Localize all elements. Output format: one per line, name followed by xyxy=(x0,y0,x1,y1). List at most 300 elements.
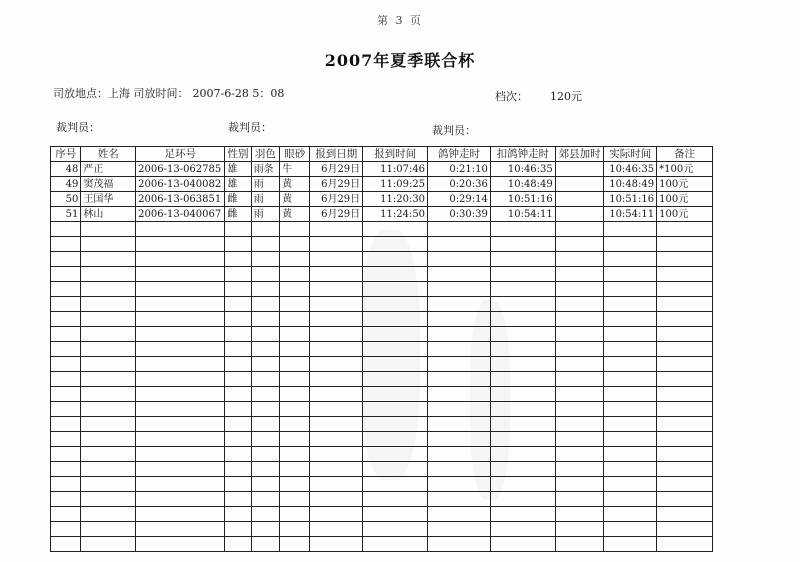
cell-clock-drift: 0:21:10 xyxy=(428,162,491,177)
cell-serial: 51 xyxy=(51,207,81,222)
empty-cell xyxy=(363,537,428,552)
empty-table-row xyxy=(51,462,713,477)
empty-cell xyxy=(363,342,428,357)
empty-cell xyxy=(251,252,279,267)
empty-cell xyxy=(136,462,225,477)
cell-suburb-add xyxy=(555,192,604,207)
empty-table-row xyxy=(51,222,713,237)
table-row xyxy=(51,192,713,207)
empty-cell xyxy=(310,372,363,387)
empty-cell xyxy=(428,462,491,477)
table-row xyxy=(51,162,713,177)
table-body xyxy=(51,162,713,552)
empty-cell xyxy=(363,492,428,507)
empty-cell xyxy=(657,462,713,477)
empty-cell xyxy=(363,522,428,537)
empty-cell xyxy=(657,267,713,282)
empty-cell xyxy=(225,462,251,477)
cell-remarks: 100元 xyxy=(657,177,713,192)
empty-table-row xyxy=(51,357,713,372)
header-adjusted-drift: 扣鸽钟走时 xyxy=(490,147,555,162)
table-header-row xyxy=(51,147,713,162)
cell-sex: 雄 xyxy=(225,177,251,192)
cell-arrival-date: 6月29日 xyxy=(310,162,363,177)
cell-sex: 雌 xyxy=(225,207,251,222)
cell-ring-number: 2006-13-063851 xyxy=(136,192,225,207)
empty-table-row xyxy=(51,372,713,387)
empty-cell xyxy=(280,492,310,507)
empty-cell xyxy=(363,282,428,297)
empty-cell xyxy=(555,372,604,387)
empty-cell xyxy=(280,342,310,357)
empty-cell xyxy=(657,297,713,312)
empty-cell xyxy=(251,387,279,402)
header-serial: 序号 xyxy=(51,147,81,162)
empty-cell xyxy=(490,387,555,402)
empty-cell xyxy=(310,522,363,537)
empty-cell xyxy=(657,237,713,252)
empty-cell xyxy=(225,282,251,297)
empty-cell xyxy=(604,312,657,327)
empty-cell xyxy=(81,267,136,282)
empty-cell xyxy=(225,522,251,537)
empty-cell xyxy=(251,222,279,237)
empty-cell xyxy=(604,462,657,477)
cell-feather-color: 雨 xyxy=(251,207,279,222)
header-clock-drift: 鸽钟走时 xyxy=(428,147,491,162)
empty-cell xyxy=(251,522,279,537)
empty-cell xyxy=(81,402,136,417)
empty-cell xyxy=(310,282,363,297)
empty-cell xyxy=(280,477,310,492)
empty-cell xyxy=(604,372,657,387)
empty-cell xyxy=(657,447,713,462)
empty-cell xyxy=(251,312,279,327)
empty-cell xyxy=(81,297,136,312)
table-row xyxy=(51,177,713,192)
empty-cell xyxy=(280,267,310,282)
cell-serial: 50 xyxy=(51,192,81,207)
empty-table-row xyxy=(51,252,713,267)
empty-cell xyxy=(657,282,713,297)
empty-cell xyxy=(604,252,657,267)
empty-cell xyxy=(81,477,136,492)
header-name: 姓名 xyxy=(81,147,136,162)
empty-cell xyxy=(657,327,713,342)
empty-cell xyxy=(251,237,279,252)
empty-table-row xyxy=(51,477,713,492)
header-arrival-date: 报到日期 xyxy=(310,147,363,162)
empty-cell xyxy=(225,222,251,237)
empty-cell xyxy=(81,357,136,372)
empty-cell xyxy=(490,492,555,507)
empty-cell xyxy=(51,222,81,237)
empty-cell xyxy=(280,432,310,447)
empty-cell xyxy=(555,507,604,522)
empty-cell xyxy=(51,432,81,447)
empty-cell xyxy=(310,252,363,267)
empty-cell xyxy=(490,537,555,552)
empty-cell xyxy=(225,387,251,402)
empty-table-row xyxy=(51,297,713,312)
empty-cell xyxy=(363,447,428,462)
empty-cell xyxy=(490,507,555,522)
empty-cell xyxy=(604,417,657,432)
empty-cell xyxy=(251,477,279,492)
empty-cell xyxy=(280,282,310,297)
cell-name: 严正 xyxy=(81,162,136,177)
empty-cell xyxy=(428,417,491,432)
empty-cell xyxy=(657,222,713,237)
cell-suburb-add xyxy=(555,162,604,177)
empty-cell xyxy=(604,222,657,237)
empty-cell xyxy=(555,297,604,312)
referee-2: 裁判员： xyxy=(228,121,272,134)
cell-arrival-time: 11:07:46 xyxy=(363,162,428,177)
empty-cell xyxy=(280,372,310,387)
referee-3: 裁判员： xyxy=(432,124,476,137)
empty-cell xyxy=(251,537,279,552)
empty-cell xyxy=(51,357,81,372)
empty-cell xyxy=(657,312,713,327)
empty-cell xyxy=(428,357,491,372)
cell-actual-time: 10:48:49 xyxy=(604,177,657,192)
empty-cell xyxy=(280,297,310,312)
empty-cell xyxy=(251,282,279,297)
cell-sex: 雌 xyxy=(225,192,251,207)
empty-cell xyxy=(428,507,491,522)
empty-cell xyxy=(251,267,279,282)
empty-cell xyxy=(428,537,491,552)
empty-cell xyxy=(225,252,251,267)
empty-cell xyxy=(251,507,279,522)
empty-cell xyxy=(604,267,657,282)
empty-cell xyxy=(604,237,657,252)
empty-cell xyxy=(310,417,363,432)
cell-name: 林山 xyxy=(81,207,136,222)
empty-cell xyxy=(428,342,491,357)
release-info xyxy=(53,85,284,101)
empty-cell xyxy=(310,342,363,357)
empty-cell xyxy=(51,312,81,327)
empty-cell xyxy=(251,327,279,342)
empty-cell xyxy=(363,477,428,492)
empty-cell xyxy=(310,387,363,402)
empty-cell xyxy=(490,432,555,447)
empty-table-row xyxy=(51,402,713,417)
empty-cell xyxy=(657,522,713,537)
empty-cell xyxy=(81,507,136,522)
empty-cell xyxy=(51,462,81,477)
cell-serial: 48 xyxy=(51,162,81,177)
empty-cell xyxy=(251,417,279,432)
empty-cell xyxy=(657,492,713,507)
empty-cell xyxy=(604,522,657,537)
empty-cell xyxy=(490,282,555,297)
empty-cell xyxy=(225,537,251,552)
empty-cell xyxy=(657,387,713,402)
table-row xyxy=(51,207,713,222)
cell-arrival-time: 11:24:50 xyxy=(363,207,428,222)
empty-cell xyxy=(251,297,279,312)
empty-cell xyxy=(225,492,251,507)
empty-cell xyxy=(310,237,363,252)
empty-cell xyxy=(604,282,657,297)
empty-cell xyxy=(251,402,279,417)
empty-cell xyxy=(428,372,491,387)
empty-cell xyxy=(657,537,713,552)
empty-cell xyxy=(280,387,310,402)
cell-arrival-date: 6月29日 xyxy=(310,207,363,222)
empty-cell xyxy=(136,327,225,342)
empty-cell xyxy=(490,372,555,387)
empty-cell xyxy=(136,387,225,402)
cell-actual-time: 10:46:35 xyxy=(604,162,657,177)
empty-cell xyxy=(490,417,555,432)
cell-arrival-time: 11:20:30 xyxy=(363,192,428,207)
empty-cell xyxy=(310,402,363,417)
empty-cell xyxy=(225,447,251,462)
empty-cell xyxy=(604,492,657,507)
empty-cell xyxy=(657,372,713,387)
cell-arrival-date: 6月29日 xyxy=(310,177,363,192)
empty-cell xyxy=(363,432,428,447)
empty-cell xyxy=(428,402,491,417)
empty-cell xyxy=(428,237,491,252)
empty-cell xyxy=(225,312,251,327)
empty-cell xyxy=(555,417,604,432)
empty-cell xyxy=(428,267,491,282)
cell-eye-sign: 牛 xyxy=(280,162,310,177)
empty-cell xyxy=(51,492,81,507)
empty-cell xyxy=(280,462,310,477)
empty-cell xyxy=(81,522,136,537)
empty-table-row xyxy=(51,342,713,357)
empty-cell xyxy=(251,432,279,447)
empty-cell xyxy=(136,372,225,387)
empty-cell xyxy=(490,252,555,267)
empty-cell xyxy=(555,402,604,417)
header-ring-number: 足环号 xyxy=(136,147,225,162)
empty-cell xyxy=(555,222,604,237)
empty-cell xyxy=(490,477,555,492)
cell-arrival-date: 6月29日 xyxy=(310,192,363,207)
cell-eye-sign: 黄 xyxy=(280,177,310,192)
cell-name: 窦茂福 xyxy=(81,177,136,192)
empty-cell xyxy=(51,402,81,417)
empty-cell xyxy=(555,387,604,402)
empty-cell xyxy=(604,297,657,312)
empty-cell xyxy=(310,297,363,312)
header-actual-time: 实际时间 xyxy=(604,147,657,162)
empty-cell xyxy=(490,447,555,462)
header-feather-color: 羽色 xyxy=(251,147,279,162)
header-suburb-add: 郊县加时 xyxy=(555,147,604,162)
empty-cell xyxy=(81,417,136,432)
cell-remarks: *100元 xyxy=(657,162,713,177)
empty-cell xyxy=(251,492,279,507)
empty-cell xyxy=(555,537,604,552)
empty-cell xyxy=(490,357,555,372)
empty-cell xyxy=(280,357,310,372)
empty-cell xyxy=(555,237,604,252)
empty-cell xyxy=(310,507,363,522)
empty-cell xyxy=(604,342,657,357)
empty-cell xyxy=(363,312,428,327)
cell-remarks: 100元 xyxy=(657,207,713,222)
cell-feather-color: 雨 xyxy=(251,177,279,192)
empty-cell xyxy=(81,462,136,477)
empty-cell xyxy=(81,537,136,552)
cell-adjusted-drift: 10:51:16 xyxy=(490,192,555,207)
empty-cell xyxy=(428,252,491,267)
empty-cell xyxy=(657,357,713,372)
cell-clock-drift: 0:30:39 xyxy=(428,207,491,222)
release-label: 司放地点：上海 司放时间： xyxy=(53,87,189,100)
empty-cell xyxy=(363,297,428,312)
empty-cell xyxy=(81,432,136,447)
header-sex: 性别 xyxy=(225,147,251,162)
empty-cell xyxy=(136,402,225,417)
empty-cell xyxy=(51,507,81,522)
empty-cell xyxy=(136,507,225,522)
empty-cell xyxy=(51,537,81,552)
empty-cell xyxy=(604,477,657,492)
empty-cell xyxy=(604,432,657,447)
empty-cell xyxy=(363,507,428,522)
empty-cell xyxy=(604,507,657,522)
empty-cell xyxy=(555,462,604,477)
empty-cell xyxy=(555,342,604,357)
empty-cell xyxy=(490,342,555,357)
empty-table-row xyxy=(51,312,713,327)
empty-cell xyxy=(51,297,81,312)
empty-cell xyxy=(225,477,251,492)
empty-cell xyxy=(310,267,363,282)
empty-table-row xyxy=(51,537,713,552)
empty-cell xyxy=(310,492,363,507)
empty-cell xyxy=(225,432,251,447)
cell-clock-drift: 0:20:36 xyxy=(428,177,491,192)
empty-cell xyxy=(136,297,225,312)
empty-cell xyxy=(251,462,279,477)
empty-cell xyxy=(81,237,136,252)
empty-cell xyxy=(657,417,713,432)
empty-cell xyxy=(280,312,310,327)
empty-cell xyxy=(657,252,713,267)
empty-cell xyxy=(490,402,555,417)
empty-cell xyxy=(81,222,136,237)
empty-cell xyxy=(428,297,491,312)
empty-cell xyxy=(81,342,136,357)
empty-cell xyxy=(81,372,136,387)
empty-cell xyxy=(363,237,428,252)
empty-cell xyxy=(280,222,310,237)
document-title: 2007年夏季联合杯 xyxy=(324,51,476,70)
results-table xyxy=(50,146,713,552)
empty-cell xyxy=(136,432,225,447)
round-info xyxy=(495,88,582,104)
empty-cell xyxy=(555,267,604,282)
cell-actual-time: 10:54:11 xyxy=(604,207,657,222)
empty-cell xyxy=(136,357,225,372)
empty-cell xyxy=(81,282,136,297)
empty-cell xyxy=(490,297,555,312)
empty-cell xyxy=(604,357,657,372)
empty-cell xyxy=(136,537,225,552)
empty-cell xyxy=(604,402,657,417)
empty-cell xyxy=(310,357,363,372)
empty-cell xyxy=(428,282,491,297)
empty-cell xyxy=(310,537,363,552)
empty-cell xyxy=(310,312,363,327)
empty-cell xyxy=(225,237,251,252)
empty-table-row xyxy=(51,522,713,537)
empty-table-row xyxy=(51,492,713,507)
empty-cell xyxy=(428,522,491,537)
empty-cell xyxy=(657,507,713,522)
empty-cell xyxy=(225,402,251,417)
empty-cell xyxy=(136,282,225,297)
cell-feather-color: 雨 xyxy=(251,192,279,207)
empty-cell xyxy=(490,312,555,327)
empty-cell xyxy=(555,312,604,327)
empty-cell xyxy=(225,417,251,432)
cell-adjusted-drift: 10:46:35 xyxy=(490,162,555,177)
empty-cell xyxy=(51,477,81,492)
empty-cell xyxy=(251,357,279,372)
cell-remarks: 100元 xyxy=(657,192,713,207)
empty-cell xyxy=(604,447,657,462)
empty-cell xyxy=(51,267,81,282)
empty-table-row xyxy=(51,282,713,297)
empty-cell xyxy=(555,522,604,537)
release-time: 2007-6-28 5：08 xyxy=(192,87,285,100)
empty-table-row xyxy=(51,417,713,432)
empty-cell xyxy=(251,447,279,462)
empty-cell xyxy=(136,477,225,492)
empty-table-row xyxy=(51,432,713,447)
cell-name: 王国华 xyxy=(81,192,136,207)
empty-cell xyxy=(555,327,604,342)
cell-feather-color: 雨条 xyxy=(251,162,279,177)
empty-table-row xyxy=(51,237,713,252)
page-number: 第 3 页 xyxy=(377,14,423,27)
cell-suburb-add xyxy=(555,177,604,192)
empty-cell xyxy=(280,252,310,267)
empty-cell xyxy=(555,447,604,462)
empty-cell xyxy=(81,492,136,507)
empty-cell xyxy=(555,252,604,267)
empty-cell xyxy=(657,477,713,492)
round-label: 档次： xyxy=(495,90,528,103)
cell-clock-drift: 0:29:14 xyxy=(428,192,491,207)
empty-cell xyxy=(490,237,555,252)
empty-cell xyxy=(51,447,81,462)
cell-adjusted-drift: 10:48:49 xyxy=(490,177,555,192)
cell-suburb-add xyxy=(555,207,604,222)
cell-arrival-time: 11:09:25 xyxy=(363,177,428,192)
empty-cell xyxy=(280,537,310,552)
empty-cell xyxy=(136,237,225,252)
empty-cell xyxy=(363,252,428,267)
referee-1: 裁判员： xyxy=(56,121,100,134)
empty-cell xyxy=(428,387,491,402)
header-eye-sign: 眼砂 xyxy=(280,147,310,162)
empty-cell xyxy=(555,477,604,492)
empty-cell xyxy=(363,327,428,342)
empty-cell xyxy=(51,237,81,252)
